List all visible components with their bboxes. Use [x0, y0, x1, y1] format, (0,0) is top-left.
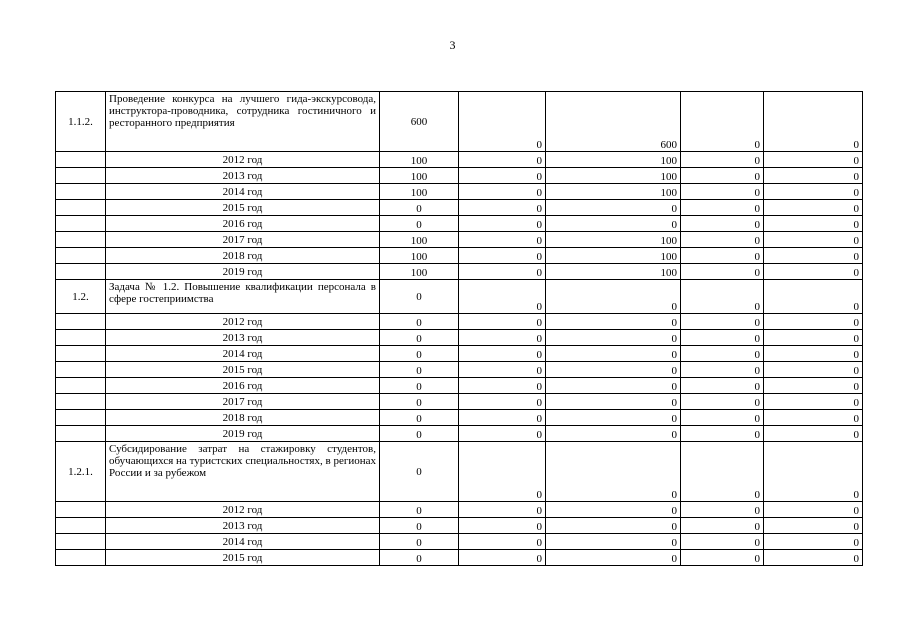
year-row	[56, 534, 863, 550]
year-total: 0	[380, 330, 459, 346]
section-total: 600	[380, 92, 459, 152]
year-total: 100	[380, 184, 459, 200]
section-row	[56, 92, 863, 152]
year-total: 100	[380, 248, 459, 264]
year-value: 0	[459, 168, 546, 184]
year-value: 0	[681, 216, 764, 232]
year-row	[56, 378, 863, 394]
year-total: 100	[380, 264, 459, 280]
section-code: 1.1.2.	[56, 92, 106, 152]
year-code-empty	[56, 216, 106, 232]
year-value: 0	[459, 200, 546, 216]
year-code-empty	[56, 152, 106, 168]
year-label: 2013 год	[106, 330, 380, 346]
year-value: 0	[459, 502, 546, 518]
section-value: 0	[681, 442, 764, 502]
year-total: 0	[380, 346, 459, 362]
year-label: 2014 год	[106, 346, 380, 362]
year-value: 0	[764, 232, 863, 248]
year-value: 0	[764, 184, 863, 200]
budget-table	[55, 91, 863, 566]
year-value: 0	[764, 426, 863, 442]
year-value: 0	[681, 346, 764, 362]
year-value: 0	[546, 362, 681, 378]
year-value: 0	[459, 518, 546, 534]
year-code-empty	[56, 168, 106, 184]
year-total: 100	[380, 232, 459, 248]
section-name: Субсидирование затрат на стажировку студентов, обучающихся на туристских специальностях, в регионах России и за рубежом	[106, 442, 380, 502]
year-label: 2012 год	[106, 502, 380, 518]
year-row	[56, 168, 863, 184]
year-total: 100	[380, 168, 459, 184]
section-value: 0	[546, 280, 681, 314]
year-value: 100	[546, 184, 681, 200]
year-value: 0	[546, 216, 681, 232]
year-total: 0	[380, 410, 459, 426]
year-total: 0	[380, 216, 459, 232]
year-label: 2016 год	[106, 216, 380, 232]
year-value: 0	[459, 346, 546, 362]
section-row	[56, 280, 863, 314]
year-row	[56, 216, 863, 232]
year-label: 2015 год	[106, 200, 380, 216]
year-code-empty	[56, 184, 106, 200]
year-row	[56, 518, 863, 534]
year-value: 100	[546, 152, 681, 168]
year-value: 100	[546, 248, 681, 264]
year-code-empty	[56, 346, 106, 362]
year-value: 0	[764, 550, 863, 566]
year-value: 0	[459, 534, 546, 550]
year-value: 0	[764, 394, 863, 410]
year-value: 0	[459, 378, 546, 394]
year-total: 0	[380, 518, 459, 534]
year-row	[56, 248, 863, 264]
year-value: 0	[681, 378, 764, 394]
year-label: 2015 год	[106, 362, 380, 378]
year-total: 0	[380, 362, 459, 378]
year-code-empty	[56, 394, 106, 410]
year-value: 0	[681, 152, 764, 168]
year-value: 0	[546, 518, 681, 534]
section-total: 0	[380, 280, 459, 314]
year-value: 0	[764, 362, 863, 378]
year-value: 0	[546, 502, 681, 518]
year-label: 2014 год	[106, 184, 380, 200]
year-total: 0	[380, 550, 459, 566]
page-number: 3	[449, 38, 456, 52]
year-total: 0	[380, 502, 459, 518]
year-value: 0	[546, 314, 681, 330]
section-value: 0	[681, 92, 764, 152]
year-label: 2018 год	[106, 410, 380, 426]
year-value: 0	[764, 502, 863, 518]
year-value: 0	[459, 216, 546, 232]
year-value: 0	[681, 362, 764, 378]
year-value: 0	[764, 378, 863, 394]
year-value: 0	[681, 168, 764, 184]
year-code-empty	[56, 248, 106, 264]
year-value: 0	[459, 394, 546, 410]
year-code-empty	[56, 502, 106, 518]
year-row	[56, 152, 863, 168]
year-row	[56, 426, 863, 442]
year-value: 100	[546, 264, 681, 280]
year-value: 0	[546, 534, 681, 550]
year-value: 0	[764, 264, 863, 280]
year-code-empty	[56, 550, 106, 566]
year-label: 2012 год	[106, 152, 380, 168]
section-value: 0	[681, 280, 764, 314]
year-value: 0	[459, 184, 546, 200]
section-value: 0	[764, 280, 863, 314]
year-row	[56, 502, 863, 518]
year-row	[56, 346, 863, 362]
year-value: 0	[459, 264, 546, 280]
year-total: 0	[380, 314, 459, 330]
year-row	[56, 264, 863, 280]
year-value: 0	[459, 426, 546, 442]
year-value: 0	[459, 362, 546, 378]
year-value: 0	[681, 550, 764, 566]
year-value: 0	[764, 410, 863, 426]
year-total: 0	[380, 200, 459, 216]
year-row	[56, 200, 863, 216]
year-value: 0	[681, 426, 764, 442]
year-value: 100	[546, 168, 681, 184]
year-value: 0	[546, 426, 681, 442]
year-total: 0	[380, 534, 459, 550]
year-label: 2016 год	[106, 378, 380, 394]
year-label: 2015 год	[106, 550, 380, 566]
section-name: Задача № 1.2. Повышение квалификации персонала в сфере гостеприимства	[106, 280, 380, 314]
year-value: 0	[459, 550, 546, 566]
year-label: 2018 год	[106, 248, 380, 264]
year-value: 0	[681, 534, 764, 550]
year-value: 0	[681, 502, 764, 518]
year-label: 2017 год	[106, 394, 380, 410]
section-value: 0	[459, 442, 546, 502]
year-value: 0	[681, 410, 764, 426]
year-value: 0	[546, 394, 681, 410]
section-value: 0	[459, 280, 546, 314]
year-value: 0	[459, 152, 546, 168]
year-row	[56, 314, 863, 330]
year-code-empty	[56, 362, 106, 378]
year-label: 2014 год	[106, 534, 380, 550]
year-label: 2019 год	[106, 264, 380, 280]
year-label: 2019 год	[106, 426, 380, 442]
year-value: 0	[764, 248, 863, 264]
year-code-empty	[56, 314, 106, 330]
year-value: 100	[546, 232, 681, 248]
year-value: 0	[764, 152, 863, 168]
year-value: 0	[681, 200, 764, 216]
year-row	[56, 330, 863, 346]
section-row	[56, 442, 863, 502]
section-code: 1.2.	[56, 280, 106, 314]
year-value: 0	[764, 216, 863, 232]
year-value: 0	[764, 200, 863, 216]
year-code-empty	[56, 264, 106, 280]
year-total: 100	[380, 152, 459, 168]
year-value: 0	[764, 518, 863, 534]
year-value: 0	[681, 314, 764, 330]
year-code-empty	[56, 518, 106, 534]
year-value: 0	[764, 330, 863, 346]
year-row	[56, 184, 863, 200]
year-label: 2013 год	[106, 168, 380, 184]
year-value: 0	[459, 248, 546, 264]
section-value: 0	[764, 442, 863, 502]
year-code-empty	[56, 330, 106, 346]
table-body	[56, 92, 863, 566]
year-value: 0	[764, 346, 863, 362]
section-value: 600	[546, 92, 681, 152]
year-value: 0	[546, 378, 681, 394]
year-code-empty	[56, 410, 106, 426]
year-code-empty	[56, 378, 106, 394]
year-total: 0	[380, 426, 459, 442]
year-value: 0	[681, 264, 764, 280]
year-value: 0	[764, 534, 863, 550]
section-code: 1.2.1.	[56, 442, 106, 502]
year-row	[56, 550, 863, 566]
year-label: 2017 год	[106, 232, 380, 248]
year-code-empty	[56, 426, 106, 442]
section-value: 0	[764, 92, 863, 152]
year-row	[56, 394, 863, 410]
year-value: 0	[546, 550, 681, 566]
year-total: 0	[380, 394, 459, 410]
section-name: Проведение конкурса на лучшего гида-экскурсовода, инструктора-проводника, сотрудника гостиничного и ресторанного предприятия	[106, 92, 380, 152]
year-value: 0	[681, 518, 764, 534]
year-value: 0	[459, 232, 546, 248]
year-value: 0	[546, 410, 681, 426]
section-value: 0	[459, 92, 546, 152]
year-value: 0	[681, 394, 764, 410]
year-value: 0	[681, 330, 764, 346]
year-value: 0	[459, 314, 546, 330]
year-row	[56, 410, 863, 426]
year-label: 2013 год	[106, 518, 380, 534]
year-value: 0	[546, 200, 681, 216]
year-value: 0	[459, 410, 546, 426]
year-label: 2012 год	[106, 314, 380, 330]
section-value: 0	[546, 442, 681, 502]
year-value: 0	[681, 184, 764, 200]
year-value: 0	[546, 346, 681, 362]
year-total: 0	[380, 378, 459, 394]
year-value: 0	[681, 232, 764, 248]
year-row	[56, 232, 863, 248]
year-value: 0	[546, 330, 681, 346]
year-value: 0	[764, 314, 863, 330]
section-total: 0	[380, 442, 459, 502]
year-value: 0	[459, 330, 546, 346]
year-value: 0	[681, 248, 764, 264]
year-code-empty	[56, 232, 106, 248]
year-value: 0	[764, 168, 863, 184]
year-code-empty	[56, 200, 106, 216]
year-code-empty	[56, 534, 106, 550]
year-row	[56, 362, 863, 378]
